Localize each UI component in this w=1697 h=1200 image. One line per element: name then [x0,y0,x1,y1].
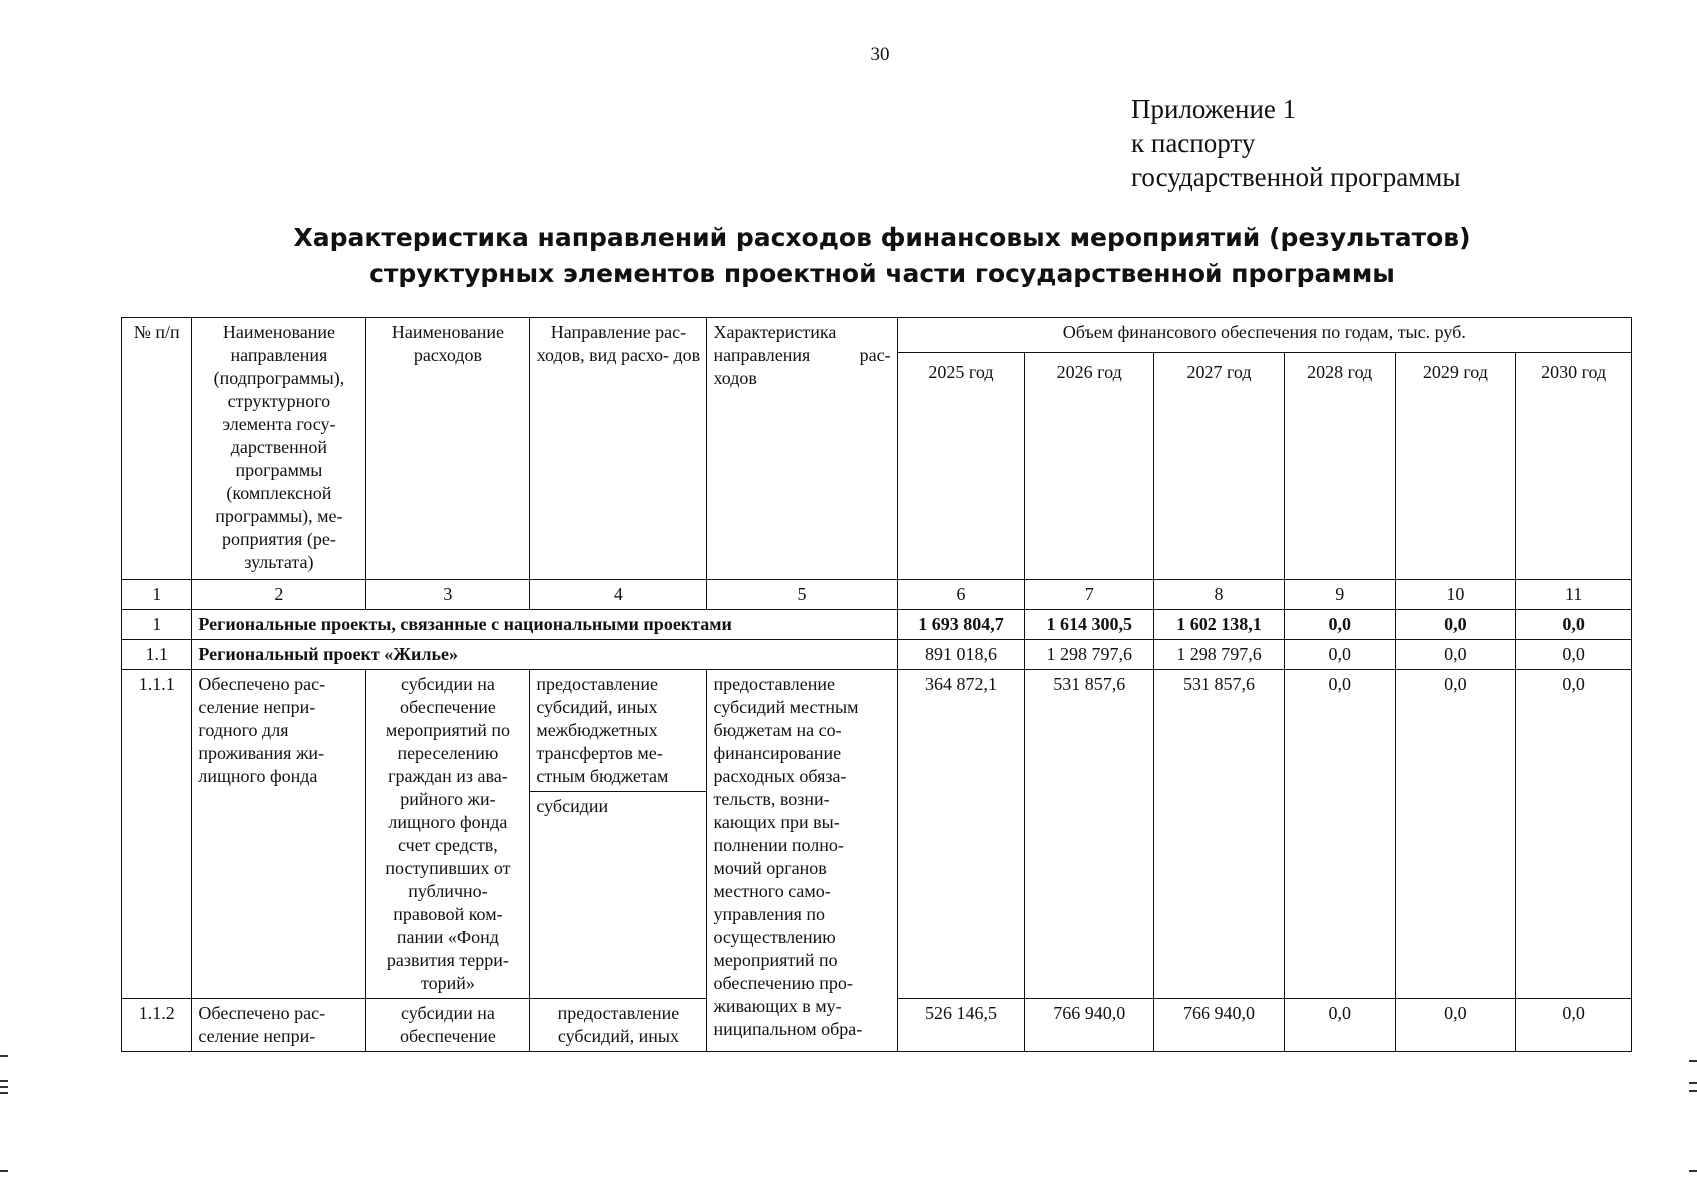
column-number: 10 [1395,580,1516,610]
row-direction [530,670,707,999]
value-2028: 0,0 [1284,640,1395,670]
value-2028: 0,0 [1284,670,1395,999]
value-2029: 0,0 [1395,999,1516,1052]
appendix-line-3: государственной программы [1131,162,1461,192]
appendix-line-1: Приложение 1 [1131,94,1297,124]
header-year-2025: 2025 год [897,353,1025,580]
row-num: 1.1.1 [122,670,192,999]
scan-mark [1689,1090,1697,1092]
row-characteristic: предоставление субсидий местным бюджетам на со- финансирование расходных обяза- тельств, возни- кающих при вы- полнении полно- мочий органов местного само- управления по осуществлению мероприятий по обеспечению про- живающих в му- ниципальном обра- [707,670,897,1052]
table-row-section-1-1 [122,640,1632,670]
row-expense-name: субсидии на обеспечение мероприятий по переселению граждан из ава- рийного жи- лищного фонда счет средств, поступивших от публично- правовой ком- пании «Фонд развития терри- торий» [366,670,530,999]
value-2030: 0,0 [1516,610,1632,640]
value-2026: 766 940,0 [1025,999,1154,1052]
appendix-line-2: к паспорту [1131,128,1256,158]
row-name: Обеспечено рас- селение непри- [192,999,366,1052]
value-2030: 0,0 [1516,999,1632,1052]
column-number: 5 [707,580,897,610]
column-number: 7 [1025,580,1154,610]
column-number: 11 [1516,580,1632,610]
value-2029: 0,0 [1395,610,1516,640]
appendix-note [1131,92,1461,194]
scan-mark [0,1080,8,1082]
header-year-2027: 2027 год [1154,353,1285,580]
value-2028: 0,0 [1284,610,1395,640]
title-line-1: Характеристика направлений расходов финансовых мероприятий (результатов) [293,223,1471,252]
header-row-1 [122,318,1632,353]
header-name: Наименование направления (подпрограммы), структурного элемента госу- дарственной программы (комплексной программы), ме- роприятия (ре- зультата) [192,318,366,580]
scan-mark [0,1055,8,1057]
scan-mark [0,1086,8,1088]
value-2025: 1 693 804,7 [897,610,1025,640]
header-year-2028: 2028 год [1284,353,1395,580]
row-name: Региональный проект «Жилье» [192,640,897,670]
value-2025: 364 872,1 [897,670,1025,999]
row-name: Региональные проекты, связанные с национальными проектами [192,610,897,640]
row-direction: предоставление субсидий, иных [530,999,707,1052]
column-number: 1 [122,580,192,610]
column-number: 3 [366,580,530,610]
column-number: 9 [1284,580,1395,610]
header-direction: Направление рас- ходов, вид расхо- дов [530,318,707,580]
value-2030: 0,0 [1516,640,1632,670]
value-2025: 526 146,5 [897,999,1025,1052]
header-finance: Объем финансового обеспечения по годам, тыс. руб. [897,318,1631,353]
header-year-2030: 2030 год [1516,353,1632,580]
value-2026: 1 298 797,6 [1025,640,1154,670]
scan-mark [1689,1170,1697,1172]
table-row-section-1 [122,610,1632,640]
header-year-2029: 2029 год [1395,353,1516,580]
row-direction-bottom: субсидии [536,796,609,816]
column-number: 2 [192,580,366,610]
column-number-row [122,580,1632,610]
value-2027: 1 602 138,1 [1154,610,1285,640]
value-2025: 891 018,6 [897,640,1025,670]
expenses-table [121,317,1632,1052]
value-2030: 0,0 [1516,670,1632,999]
row-name: Обеспечено рас- селение непри- годного для проживания жи- лищного фонда [192,670,366,999]
row-num: 1.1 [122,640,192,670]
value-2029: 0,0 [1395,670,1516,999]
header-characteristic: Характеристика направления рас- ходов [707,318,897,580]
header-expense-name: Наименование расходов [366,318,530,580]
value-2027: 531 857,6 [1154,670,1285,999]
scan-mark [0,1092,8,1094]
document-title [120,220,1644,292]
row-num: 1 [122,610,192,640]
row-num: 1.1.2 [122,999,192,1052]
value-2026: 1 614 300,5 [1025,610,1154,640]
scan-mark [1689,1060,1697,1062]
column-number: 8 [1154,580,1285,610]
row-direction-top: предоставление субсидий, иных межбюджетных трансфертов ме- стным бюджетам [530,670,706,792]
value-2026: 531 857,6 [1025,670,1154,999]
table-row-1-1-1 [122,670,1632,999]
column-number: 6 [897,580,1025,610]
header-num: № п/п [122,318,192,580]
header-year-2026: 2026 год [1025,353,1154,580]
scan-mark [0,1170,8,1172]
value-2029: 0,0 [1395,640,1516,670]
value-2027: 1 298 797,6 [1154,640,1285,670]
value-2028: 0,0 [1284,999,1395,1052]
title-line-2: структурных элементов проектной части государственной программы [369,259,1395,288]
value-2027: 766 940,0 [1154,999,1285,1052]
column-number: 4 [530,580,707,610]
page-number: 30 [870,44,890,65]
scan-mark [1689,1082,1697,1084]
row-expense-name: субсидии на обеспечение [366,999,530,1052]
